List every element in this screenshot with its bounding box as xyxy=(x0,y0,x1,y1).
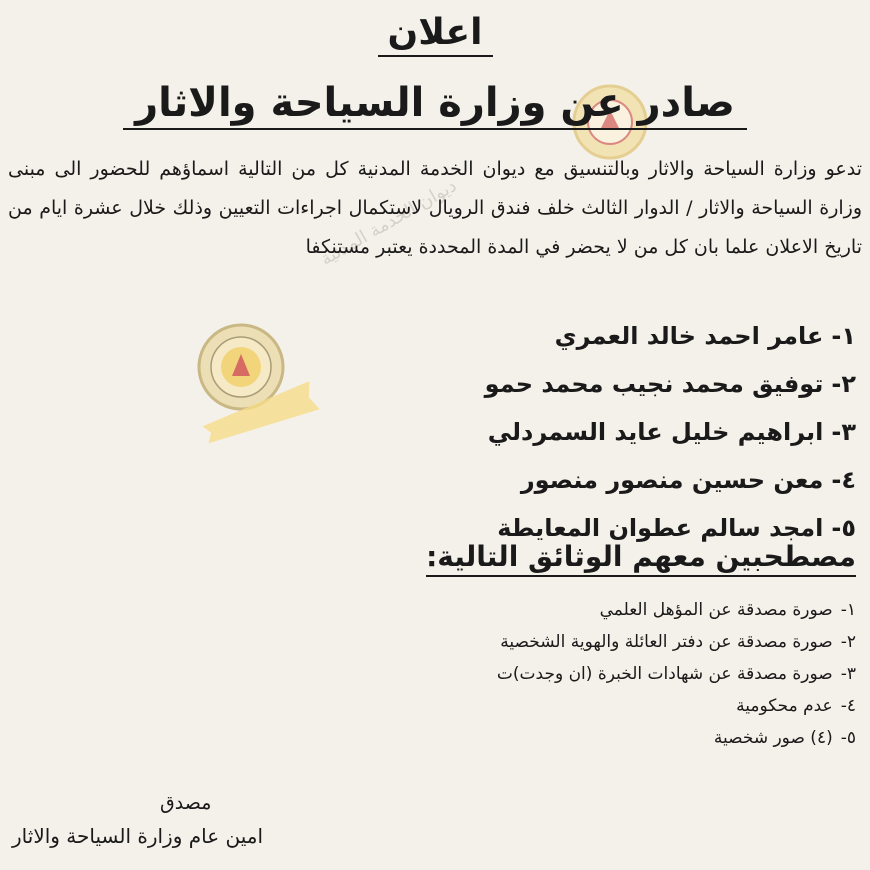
list-item: ٤-معن حسين منصور منصور xyxy=(520,466,856,494)
list-item: ٢-صورة مصدقة عن دفتر العائلة والهوية الشخصية xyxy=(500,632,856,652)
list-item: ٣-ابراهيم خليل عايد السمردلي xyxy=(487,418,856,446)
announcement-title: اعلان xyxy=(0,12,870,57)
list-item: ٥-(٤) صور شخصية xyxy=(713,728,856,748)
list-item: ٥-امجد سالم عطوان المعايطة xyxy=(497,514,856,542)
list-item: ١-عامر احمد خالد العمري xyxy=(554,322,856,350)
announcement-subtitle: صادر عن وزارة السياحة والاثار xyxy=(0,80,870,130)
signature-title: امين عام وزارة السياحة والاثار xyxy=(12,824,264,848)
documents-heading: مصطحبين معهم الوثائق التالية: xyxy=(426,540,856,573)
diagonal-watermark: ديوان الخدمة المدنية xyxy=(317,175,461,270)
list-item: ١-صورة مصدقة عن المؤهل العلمي xyxy=(599,600,856,620)
list-item: ٢-توفيق محمد نجيب محمد حمو xyxy=(484,370,856,398)
announcement-body: تدعو وزارة السياحة والاثار وبالتنسيق مع ديوان الخدمة المدنية كل من التالية اسماؤهم للحضور الى مبنى وزارة السياحة والاثار / الدوار الثالث خلف فندق الرويال لاستكمال اجراءات التعيين وذلك خلال عشرة ايام من تاريخ الاعلان علما بان كل من لا يحضر في المدة المحددة يعتبر مستنكفا xyxy=(8,158,862,258)
list-item: ٤-عدم محكومية xyxy=(736,696,856,716)
signature-certified: مصدق xyxy=(160,792,212,814)
documents-list xyxy=(497,594,856,754)
list-item: ٣-صورة مصدقة عن شهادات الخبرة (ان وجدت)ت xyxy=(496,664,856,684)
names-list xyxy=(485,312,856,552)
